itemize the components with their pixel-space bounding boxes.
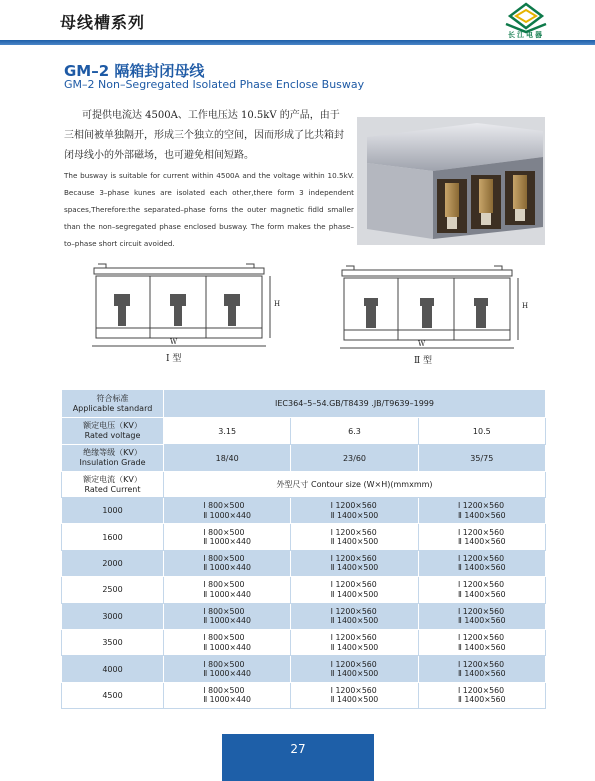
insulation-value: 35/75 (418, 445, 545, 472)
voltage-value: 3.15 (164, 418, 291, 445)
contour-size-values (203, 607, 251, 626)
contour-size-line: Ⅱ 1400×500 (330, 642, 379, 652)
contour-size-line: Ⅱ 1400×560 (458, 589, 506, 599)
table-row (62, 656, 546, 682)
contour-size-line: Ⅱ 1000×440 (203, 563, 251, 573)
contour-size-line: Ⅱ 1400×560 (458, 642, 506, 652)
contour-size-line: Ⅱ 1400×500 (330, 510, 379, 520)
contour-size-line: Ⅱ 1400×560 (458, 695, 506, 705)
contour-size-line: Ⅰ 1200×560 (330, 606, 377, 616)
contour-size-line: Ⅱ 1400×500 (330, 695, 379, 705)
rated-current-cell: 4500 (62, 682, 164, 708)
contour-size-line: Ⅰ 800×500 (203, 659, 245, 669)
contour-size-line: Ⅱ 1000×440 (203, 616, 251, 626)
contour-size-cell (164, 603, 291, 629)
table-row-insulation (62, 445, 546, 472)
contour-size-line: Ⅰ 800×500 (203, 633, 245, 643)
contour-size-line: Ⅰ 1200×560 (458, 659, 505, 669)
contour-size-line: Ⅱ 1400×500 (330, 589, 379, 599)
specification-table (61, 389, 546, 709)
standard-header: 符合标准 Applicable standard (62, 390, 164, 418)
contour-size-values (203, 633, 251, 652)
contour-size-line: Ⅱ 1400×560 (458, 510, 506, 520)
contour-size-cell (418, 603, 545, 629)
contour-size-line: Ⅰ 800×500 (203, 580, 245, 590)
current-header: 额定电流（KV） Rated Current (62, 472, 164, 498)
contour-size-line: Ⅱ 1000×440 (203, 642, 251, 652)
description-cn: 可提供电流达 4500A、工作电压达 10.5kV 的产品，由于三相间被单独隔开，形成三个独立的空间，因而形成了比共箱封闭母线小的外部磁场，也可避免相间短路。 (64, 110, 344, 161)
contour-size-line: Ⅱ 1000×440 (203, 537, 251, 547)
contour-size-values (331, 686, 379, 705)
type2-w-label: W (418, 340, 426, 348)
contour-size-cell (291, 524, 418, 550)
contour-size-cell (291, 656, 418, 682)
type2-cross-section-drawing (336, 264, 529, 359)
contour-size-values (458, 501, 506, 520)
table-row-voltage (62, 418, 546, 445)
contour-size-line: Ⅰ 800×500 (203, 527, 245, 537)
page-header (0, 0, 595, 46)
contour-size-values (203, 528, 251, 547)
contour-size-line: Ⅱ 1400×560 (458, 563, 506, 573)
contour-size-values (458, 554, 506, 573)
type2-h-label: H (522, 302, 529, 310)
contour-size-line: Ⅱ 1400×500 (330, 537, 379, 547)
contour-size-line: Ⅱ 1400×500 (330, 616, 379, 626)
page-footer (222, 734, 374, 781)
contour-size-cell (418, 524, 545, 550)
contour-size-line: Ⅱ 1000×440 (203, 669, 251, 679)
type1-cross-section-drawing (88, 262, 281, 357)
insulation-value: 23/60 (291, 445, 418, 472)
rated-current-cell: 1600 (62, 524, 164, 550)
contour-size-values (203, 554, 251, 573)
contour-size-line: Ⅰ 1200×560 (330, 553, 377, 563)
standard-value: IEC364–5–54.GB/T8439 .JB/T9639–1999 (164, 390, 546, 418)
rated-current-cell: 4000 (62, 656, 164, 682)
table-row (62, 603, 546, 629)
contour-size-cell (291, 682, 418, 708)
table-row (62, 524, 546, 550)
contour-size-line: Ⅰ 1200×560 (458, 685, 505, 695)
series-title: 母线槽系列 (60, 13, 146, 32)
contour-size-cell (291, 577, 418, 603)
contour-size-values (203, 580, 251, 599)
contour-size-cell (164, 498, 291, 524)
contour-size-line: Ⅱ 1400×560 (458, 616, 506, 626)
logo-text: 长江电器 (508, 31, 544, 39)
contour-size-values (203, 501, 251, 520)
contour-size-cell (164, 550, 291, 576)
contour-size-values (458, 580, 506, 599)
contour-size-line: Ⅰ 1200×560 (458, 606, 505, 616)
contour-size-values (458, 633, 506, 652)
busway-photo (357, 117, 545, 245)
contour-size-values (331, 660, 379, 679)
contour-size-line: Ⅰ 1200×560 (330, 633, 377, 643)
voltage-header: 额定电压（KV） Rated voltage (62, 418, 164, 445)
contour-size-line: Ⅰ 1200×560 (330, 659, 377, 669)
contour-size-cell (164, 524, 291, 550)
contour-size-values (331, 528, 379, 547)
contour-size-line: Ⅰ 800×500 (203, 501, 245, 511)
contour-size-line: Ⅰ 1200×560 (330, 685, 377, 695)
contour-size-cell (418, 656, 545, 682)
contour-size-values (203, 660, 251, 679)
contour-size-cell (164, 682, 291, 708)
page-number: 27 (290, 742, 306, 756)
table-row (62, 629, 546, 655)
contour-size-values (331, 501, 379, 520)
contour-size-cell (418, 498, 545, 524)
contour-size-line: Ⅱ 1400×500 (330, 669, 379, 679)
type1-h-label: H (274, 300, 281, 308)
contour-size-header: 外型尺寸 Contour size (W×H)(mmxmm) (164, 472, 546, 498)
contour-size-line: Ⅰ 1200×560 (458, 501, 505, 511)
contour-size-values (458, 660, 506, 679)
contour-size-cell (418, 682, 545, 708)
contour-size-cell (291, 498, 418, 524)
voltage-value: 10.5 (418, 418, 545, 445)
table-row (62, 682, 546, 708)
rated-current-cell: 2000 (62, 550, 164, 576)
type2-label: Ⅱ 型 (414, 356, 432, 366)
contour-size-line: Ⅱ 1400×560 (458, 669, 506, 679)
contour-size-cell (291, 550, 418, 576)
contour-size-line: Ⅰ 1200×560 (330, 580, 377, 590)
description-en: The busway is suitable for current within 4500A and the voltage within 10.5kV. Because 3–phase kunes are isolated each other,there form 3 independent spaces,Therefore:the separated–phase forns the outer magnetic fidld smaller than the non–segregated phase enclosed busway. The form makes the phase–to–phase short circuit avoided. (64, 171, 354, 248)
contour-size-line: Ⅰ 1200×560 (458, 580, 505, 590)
contour-size-line: Ⅱ 1000×440 (203, 695, 251, 705)
table-row (62, 498, 546, 524)
contour-size-values (331, 607, 379, 626)
contour-size-cell (164, 577, 291, 603)
contour-size-cell (164, 656, 291, 682)
table-row-standard (62, 390, 546, 418)
voltage-value: 6.3 (291, 418, 418, 445)
contour-size-values (331, 633, 379, 652)
rated-current-cell: 2500 (62, 577, 164, 603)
contour-size-line: Ⅰ 800×500 (203, 685, 245, 695)
contour-size-line: Ⅰ 1200×560 (458, 553, 505, 563)
contour-size-cell (418, 550, 545, 576)
rated-current-cell: 3500 (62, 629, 164, 655)
contour-size-line: Ⅰ 1200×560 (458, 633, 505, 643)
insulation-header: 绝缘等级（KV） Insulation Grade (62, 445, 164, 472)
contour-size-values (203, 686, 251, 705)
product-title-en: GM–2 Non–Segregated Isolated Phase Enclose Busway (64, 78, 365, 91)
contour-size-values (458, 686, 506, 705)
rated-current-cell: 1000 (62, 498, 164, 524)
contour-size-cell (418, 629, 545, 655)
contour-size-values (458, 528, 506, 547)
contour-size-line: Ⅰ 1200×560 (330, 527, 377, 537)
contour-size-cell (291, 603, 418, 629)
contour-size-line: Ⅰ 1200×560 (330, 501, 377, 511)
product-title-cn: GM–2 隔箱封闭母线 (64, 62, 205, 80)
table-row (62, 550, 546, 576)
type1-w-label: W (170, 338, 178, 346)
rated-current-cell: 3000 (62, 603, 164, 629)
contour-size-values (331, 580, 379, 599)
contour-size-line: Ⅱ 1400×500 (330, 563, 379, 573)
contour-size-values (331, 554, 379, 573)
table-data-rows (62, 498, 546, 709)
contour-size-cell (164, 629, 291, 655)
table-row (62, 577, 546, 603)
insulation-value: 18/40 (164, 445, 291, 472)
contour-size-cell (418, 577, 545, 603)
contour-size-cell (291, 629, 418, 655)
contour-size-line: Ⅱ 1000×440 (203, 510, 251, 520)
contour-size-line: Ⅰ 1200×560 (458, 527, 505, 537)
table-row-current-header (62, 472, 546, 498)
contour-size-line: Ⅱ 1000×440 (203, 589, 251, 599)
type1-label: Ⅰ 型 (166, 354, 182, 364)
contour-size-line: Ⅱ 1400×560 (458, 537, 506, 547)
contour-size-values (458, 607, 506, 626)
contour-size-line: Ⅰ 800×500 (203, 553, 245, 563)
contour-size-line: Ⅰ 800×500 (203, 606, 245, 616)
